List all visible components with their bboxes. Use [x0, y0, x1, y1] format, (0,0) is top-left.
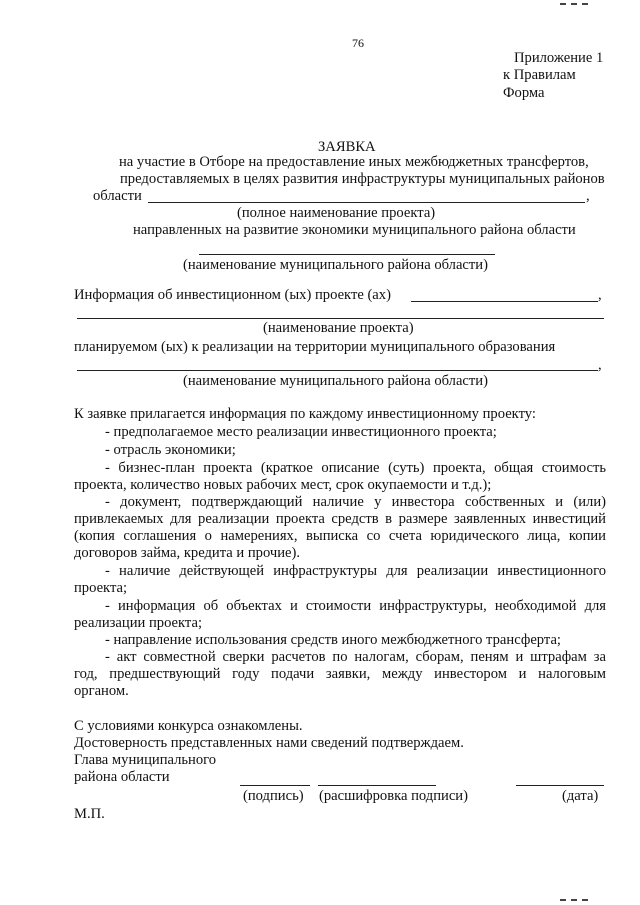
- attachment-item-7: - направление использования средств иного межбюджетного трансферта;: [105, 632, 561, 648]
- signature-decoding-blank[interactable]: [318, 785, 436, 786]
- subtitle-line-3-label: области: [93, 188, 142, 204]
- stamp-place: М.П.: [74, 806, 105, 822]
- project-name-blank[interactable]: [77, 318, 604, 319]
- caption-signature: (подпись): [243, 788, 304, 804]
- attachment-item-4-line-4: договоров займа, кредита и прочие).: [74, 545, 301, 561]
- investment-info-label: Информация об инвестиционном (ых) проекте (ах): [74, 287, 391, 303]
- attachment-item-3-line-2: проекта, количество новых рабочих мест, срок окупаемости и т.д.);: [74, 477, 492, 493]
- document-title: ЗАЯВКА: [318, 139, 376, 155]
- attachment-item-8-line-3: органом.: [74, 683, 129, 699]
- top-right-scan-mark: [560, 3, 588, 5]
- caption-date: (дата): [562, 788, 599, 804]
- closing-agree: С условиями конкурса ознакомлены.: [74, 718, 303, 734]
- appendix-line-2: к Правилам: [503, 67, 576, 83]
- appendix-line-3: Форма: [503, 85, 545, 101]
- attachment-item-6-line-2: реализации проекта;: [74, 615, 203, 631]
- date-blank[interactable]: [516, 785, 604, 786]
- subtitle-line-2: предоставляемых в целях развития инфраструктуры муниципальных районов: [120, 171, 605, 187]
- caption-municipal-district-2: (наименование муниципального района области): [183, 373, 488, 389]
- caption-municipal-district-1: (наименование муниципального района области): [183, 257, 488, 273]
- head-title-line-2: района области: [74, 769, 170, 785]
- attachment-item-4-line-1: - документ, подтверждающий наличие у инвестора собственных и (или): [105, 494, 606, 510]
- attachment-item-6-line-1: - информация об объектах и стоимости инфраструктуры, необходимой для: [105, 598, 606, 614]
- attachments-intro: К заявке прилагается информация по каждому инвестиционному проекту:: [74, 406, 536, 422]
- head-title-line-1: Глава муниципального: [74, 752, 217, 768]
- subtitle-line-1: на участие в Отборе на предоставление иных межбюджетных трансфертов,: [119, 154, 589, 170]
- attachment-item-8-line-2: год, предшествующий году подачи заявки, между инвестором и налоговым: [74, 666, 606, 682]
- closing-confirm: Достоверность представленных нами сведений подтверждаем.: [74, 735, 464, 751]
- page-number: 76: [352, 36, 364, 50]
- planned-comma: ,: [598, 357, 602, 373]
- municipal-district-blank-2[interactable]: [77, 370, 598, 371]
- attachment-item-4-line-2: привлекаемых для реализации проекта средств в размере заявленных инвестиций: [74, 511, 606, 527]
- attachment-item-8-line-1: - акт совместной сверки расчетов по налогам, сборам, пеням и штрафам за: [105, 649, 606, 665]
- directed-to-text: направленных на развитие экономики муниципального района области: [133, 222, 576, 238]
- appendix-line-1: Приложение 1: [514, 50, 604, 66]
- attachment-item-3-line-1: - бизнес-план проекта (краткое описание (суть) проекта, общая стоимость: [105, 460, 606, 476]
- attachment-item-1: - предполагаемое место реализации инвестиционного проекта;: [105, 424, 497, 440]
- signature-blank[interactable]: [240, 785, 310, 786]
- planned-text: планируемом (ых) к реализации на территории муниципального образования: [74, 339, 556, 355]
- district-name-blank[interactable]: [148, 202, 585, 203]
- investment-info-comma: ,: [598, 287, 602, 303]
- attachment-item-5-line-1: - наличие действующей инфраструктуры для реализации инвестиционного: [105, 563, 606, 579]
- subtitle-line-3-comma: ,: [586, 188, 590, 204]
- bottom-right-scan-mark: [560, 899, 588, 901]
- caption-project-full-name: (полное наименование проекта): [237, 205, 436, 221]
- caption-project-name: (наименование проекта): [263, 320, 414, 336]
- municipal-district-blank-1[interactable]: [199, 254, 495, 255]
- attachment-item-4-line-3: (копия соглашения о намерениях, выписка со счета юридического лица, копии: [74, 528, 606, 544]
- caption-signature-decoding: (расшифровка подписи): [319, 788, 468, 804]
- investment-project-blank[interactable]: [411, 301, 598, 302]
- attachment-item-2: - отрасль экономики;: [105, 442, 236, 458]
- attachment-item-5-line-2: проекта;: [74, 580, 128, 596]
